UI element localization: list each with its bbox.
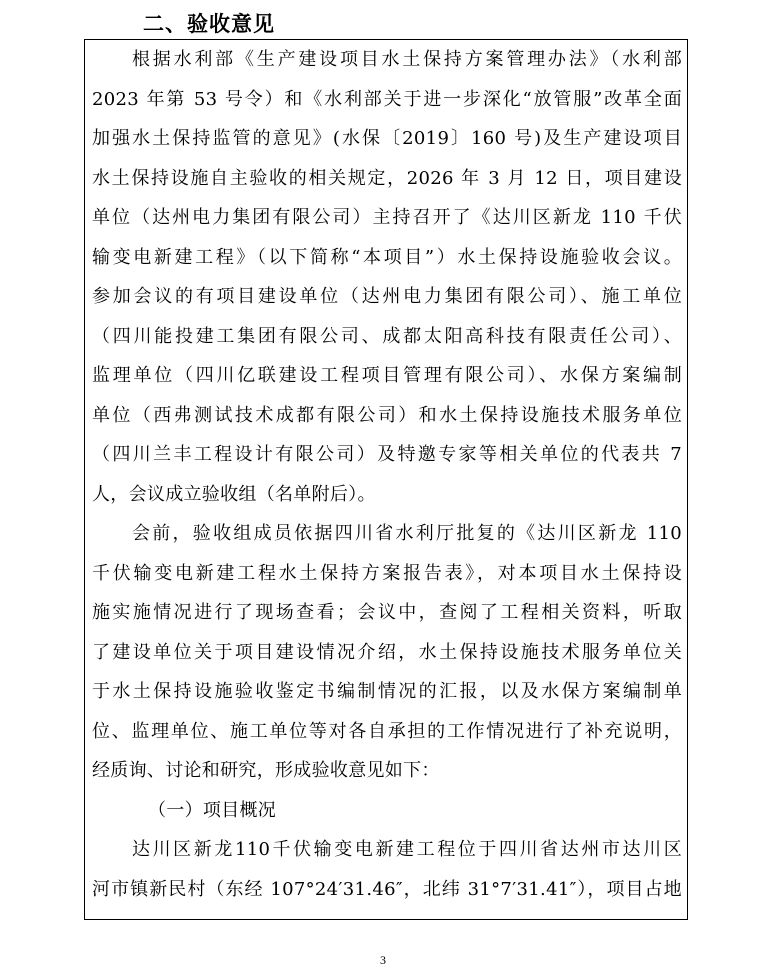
text-line: 会前，验收组成员依据四川省水利厅批复的《达川区新龙 110 (132, 523, 682, 544)
text-line: 施实施情况进行了现场查看；会议中，查阅了工程相关资料，听取 (92, 602, 682, 623)
text-line: 参加会议的有项目建设单位（达州电力集团有限公司）、施工单位 (92, 286, 682, 307)
text-line: 2023 年第 53 号令）和《水利部关于进一步深化“放管服”改革全面 (92, 88, 682, 110)
text-line: 根据水利部《生产建设项目水土保持方案管理办法》（水利部 (132, 49, 682, 70)
text-line: 人，会议成立验收组（名单附后）。 (92, 483, 376, 505)
text-line: 单位（西弗测试技术成都有限公司）和水土保持设施技术服务单位 (92, 404, 682, 426)
subsection-title: （一）项目概况 (148, 799, 277, 821)
page-number: 3 (380, 953, 386, 967)
text-line: 位、监理单位、施工单位等对各自承担的工作情况进行了补充说明， (92, 720, 682, 742)
text-line: 单位（达州电力集团有限公司）主持召开了《达川区新龙 110 千伏 (92, 207, 682, 228)
text-line: 水土保持设施自主验收的相关规定，2026 年 3 月 12 日，项目建设 (92, 167, 682, 189)
text-line: 经质询、讨论和研究，形成验收意见如下： (92, 760, 440, 781)
text-line: 监理单位（四川亿联建设工程项目管理有限公司）、水保方案编制 (92, 365, 682, 386)
text-line: （四川能投建工集团有限公司、成都太阳高科技有限责任公司）、 (92, 325, 682, 347)
text-line: （四川兰丰工程设计有限公司）及特邀专家等相关单位的代表共 7 (92, 444, 682, 465)
text-line: 于水土保持设施验收鉴定书编制情况的汇报，以及水保方案编制单 (92, 681, 682, 702)
text-line: 加强水土保持监管的意见》(水保〔2019〕160 号)及生产建设项目 (92, 128, 682, 149)
text-line: 达川区新龙110千伏输变电新建工程位于四川省达州市达川区 (132, 839, 682, 860)
text-line: 千伏输变电新建工程水土保持方案报告表》，对本项目水土保持设 (92, 562, 682, 584)
section-heading: 二、验收意见 (143, 12, 275, 36)
text-line: 了建设单位关于项目建设情况介绍，水土保持设施技术服务单位关 (92, 641, 682, 663)
opinion-text (92, 40, 682, 909)
text-line: 输变电新建工程》（以下简称“本项目”）水土保持设施验收会议。 (92, 246, 682, 268)
text-line: 河市镇新民村（东经 107°24′31.46″，北纬 31°7′31.41″），项目占地 (92, 878, 682, 900)
opinion-box (84, 39, 688, 920)
